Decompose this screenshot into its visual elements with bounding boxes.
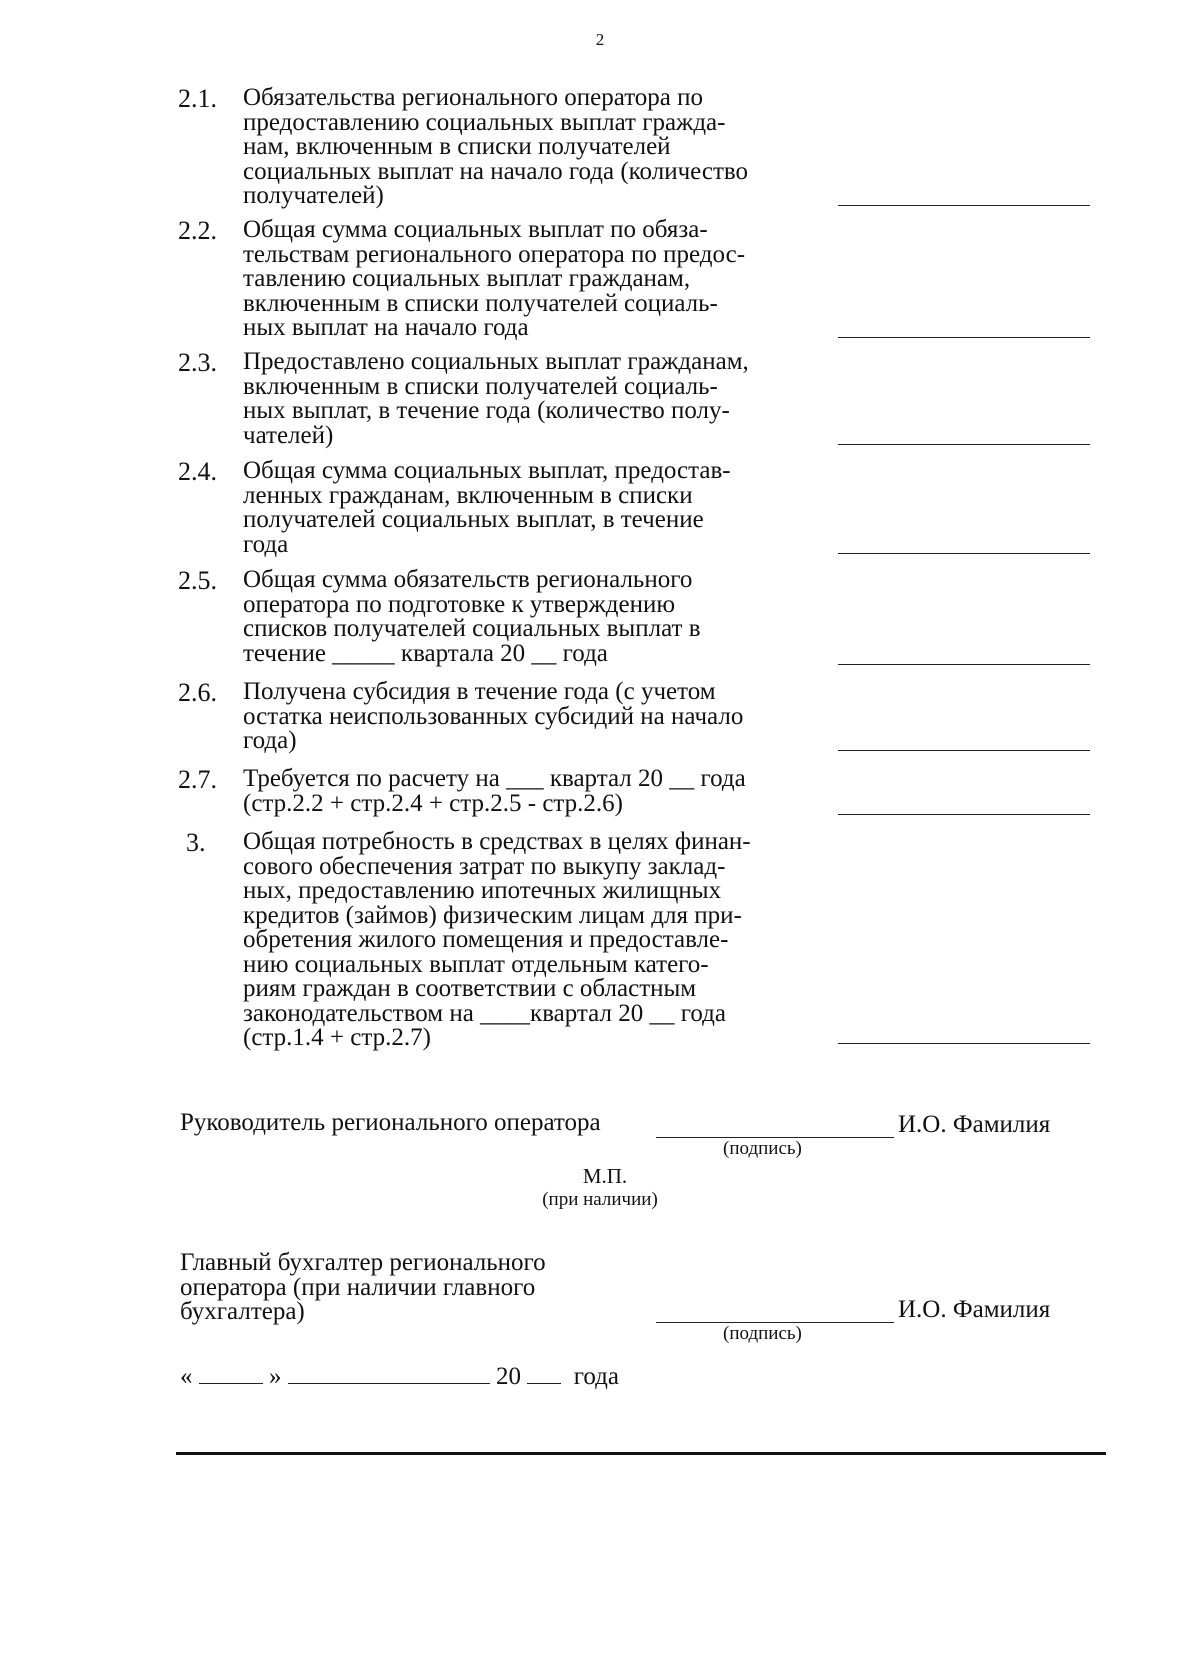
stamp-note: (при наличии)	[542, 1189, 658, 1210]
accountant-name: И.О. Фамилия	[898, 1296, 1051, 1323]
item-number: 2.2.	[178, 216, 217, 245]
date-day-blank[interactable]	[199, 1363, 263, 1384]
date-close-quote: »	[269, 1363, 282, 1390]
item-number: 2.6.	[178, 678, 217, 707]
value-blank-line[interactable]	[838, 205, 1090, 206]
accountant-signature-caption: (подпись)	[723, 1323, 802, 1344]
date-open-quote: «	[180, 1363, 193, 1390]
stamp-block	[0, 1164, 1200, 1212]
value-blank-line[interactable]	[838, 1043, 1090, 1044]
value-blank-line[interactable]	[838, 750, 1090, 751]
item-number: 2.5.	[178, 566, 217, 595]
item-text: Общая потребность в средствах в целях финан- сового обеспечения затрат по выкупу заклад- ных, предоставлению ипотечных жилищных кредитов (займов) физическим лицам для при- обретения жилого помещения и предоставле- нию социальных выплат отдельным катего- риям граждан в соответствии с областным законодательством на ____квартал 20 __ года (стр.1.4 + стр.2.7)	[243, 828, 751, 1051]
item-text: Общая сумма социальных выплат по обяза- тельствам регионального оператора по предос- тавлению социальных выплат гражданам, включенным в списки получателей социаль- ных выплат на начало года	[243, 216, 746, 341]
page-number: 2	[595, 30, 605, 49]
value-blank-line[interactable]	[838, 553, 1090, 554]
value-blank-line[interactable]	[838, 664, 1090, 665]
item-number: 2.1.	[178, 84, 217, 113]
item-text: Предоставлено социальных выплат гражданам, включенным в списки получателей социаль- ных выплат, в течение года (количество полу- чателей)	[243, 348, 749, 449]
item-text: Общая сумма обязательств регионального оператора по подготовке к утверждению списков получателей социальных выплат в течение _____ квартала 20 __ года	[243, 566, 701, 667]
item-number: 2.3.	[178, 348, 217, 377]
head-label: Руководитель регионального оператора	[180, 1109, 601, 1136]
value-blank-line[interactable]	[838, 337, 1090, 338]
date-line	[180, 1363, 619, 1391]
date-year-prefix: 20	[496, 1363, 521, 1390]
item-text: Общая сумма социальных выплат, предостав- ленных гражданам, включенным в списки получателей социальных выплат, в течение года	[243, 457, 731, 558]
head-signature-caption: (подпись)	[723, 1138, 802, 1159]
stamp-mark: М.П.	[582, 1164, 628, 1188]
bottom-rule	[176, 1452, 1106, 1455]
value-blank-line[interactable]	[838, 444, 1090, 445]
item-text: Обязательства регионального оператора по предоставлению социальных выплат гражда- нам, включенным в списки получателей социальных выплат на начало года (количество получателей)	[243, 84, 749, 209]
date-year-blank[interactable]	[527, 1363, 561, 1384]
item-number: 3.	[186, 828, 206, 857]
item-text: Получена субсидия в течение года (с учетом остатка неиспользованных субсидий на начало года)	[243, 678, 744, 754]
item-text: Требуется по расчету на ___ квартал 20 __ года (стр.2.2 + стр.2.4 + стр.2.5 - стр.2.6)	[243, 765, 746, 817]
value-blank-line[interactable]	[838, 814, 1090, 815]
head-name: И.О. Фамилия	[898, 1111, 1051, 1138]
date-month-blank[interactable]	[288, 1363, 490, 1384]
item-number: 2.4.	[178, 457, 217, 486]
date-year-suffix: года	[573, 1363, 619, 1390]
item-number: 2.7.	[178, 765, 217, 794]
accountant-label: Главный бухгалтер регионального оператора (при наличии главного бухгалтера)	[180, 1249, 546, 1325]
